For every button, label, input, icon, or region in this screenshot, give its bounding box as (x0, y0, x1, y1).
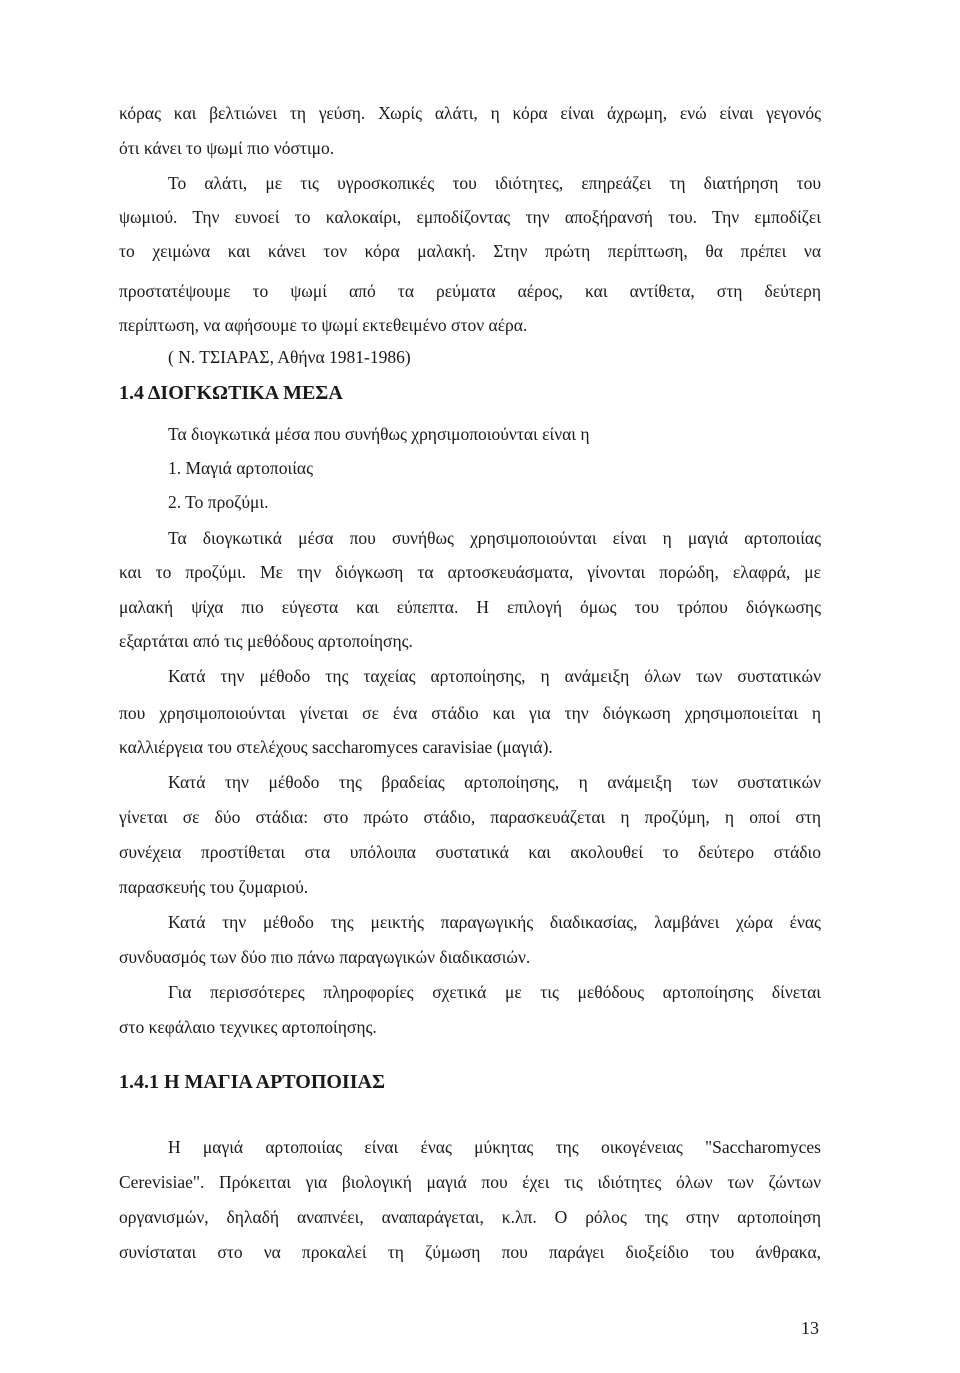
paragraph-line: Η μαγιά αρτοποιίας είναι ένας μύκητας της οικογένειας "Saccharomyces (168, 1137, 821, 1157)
paragraph-line: το χειμώνα και κάνει τον κόρα μαλακή. Στην πρώτη περίπτωση, θα πρέπει να (119, 241, 821, 261)
citation: ( Ν. ΤΣΙΑΡΑΣ, Αθήνα 1981-1986) (168, 347, 411, 367)
paragraph-line: Τα διογκωτικά μέσα που συνήθως χρησιμοποιούνται είναι η (168, 424, 590, 444)
paragraph-line: κόρας και βελτιώνει τη γεύση. Χωρίς αλάτι, η κόρα είναι άχρωμη, ενώ είναι γεγονός (119, 103, 821, 123)
paragraph-line: ψωμιού. Την ευνοεί το καλοκαίρι, εμποδίζοντας την αποξήρανσή του. Την εμποδίζει (119, 207, 821, 227)
paragraph-line: Τα διογκωτικά μέσα που συνήθως χρησιμοποιούνται είναι η μαγιά αρτοποιίας (168, 528, 821, 548)
paragraph-line: ότι κάνει το ψωμί πιο νόστιμο. (119, 138, 335, 158)
section-heading: 1.4 ΔΙΟΓΚΩΤΙΚΑ ΜΕΣΑ (119, 382, 343, 404)
paragraph-line: συνέχεια προστίθεται στα υπόλοιπα συστατικά και ακολουθεί το δεύτερο στάδιο (119, 842, 821, 862)
paragraph-line: στο κεφάλαιο τεχνικες αρτοποίησης. (119, 1017, 377, 1037)
page-number: 13 (801, 1318, 819, 1338)
paragraph-line: προστατέψουμε το ψωμί από τα ρεύματα αέρος, και αντίθετα, στη δεύτερη (119, 281, 821, 301)
paragraph-line: και το προζύμι. Με την διόγκωση τα αρτοσκευάσματα, γίνονται πορώδη, ελαφρά, με (119, 562, 821, 582)
paragraph-line: μαλακή ψίχα πιο εύγεστα και εύπεπτα. Η επιλογή όμως του τρόπου διόγκωσης (119, 597, 821, 617)
paragraph-line: περίπτωση, να αφήσουμε το ψωμί εκτεθειμένο στον αέρα. (119, 315, 528, 335)
paragraph-line: Το αλάτι, με τις υγροσκοπικές του ιδιότητες, επηρεάζει τη διατήρηση του (168, 173, 821, 193)
paragraph-line: Κατά την μέθοδο της βραδείας αρτοποίησης, η ανάμειξη των συστατικών (168, 772, 821, 792)
paragraph-line: Για περισσότερες πληροφορίες σχετικά με τις μεθόδους αρτοποίησης δίνεται (168, 982, 821, 1002)
paragraph-line: γίνεται σε δύο στάδια: στο πρώτο στάδιο, παρασκευάζεται η προζύμη, η οποί στη (119, 807, 821, 827)
paragraph-line: που χρησιμοποιούνται γίνεται σε ένα στάδιο και για την διόγκωση χρησιμοποιείται η (119, 703, 821, 723)
paragraph-line: Κατά την μέθοδο της μεικτής παραγωγικής διαδικασίας, λαμβάνει χώρα ένας (168, 912, 821, 932)
subsection-heading: 1.4.1 Η ΜΑΓΙΑ ΑΡΤΟΠΟΙΙΑΣ (119, 1071, 386, 1093)
paragraph-line: εξαρτάται από τις μεθόδους αρτοποίησης. (119, 631, 413, 651)
paragraph-line: Cerevisiae". Πρόκειται για βιολογική μαγιά που έχει τις ιδιότητες όλων των ζώντων (119, 1172, 821, 1192)
paragraph-line: Κατά την μέθοδο της ταχείας αρτοποίησης, η ανάμειξη όλων των συστατικών (168, 666, 821, 686)
list-item: 1. Μαγιά αρτοποιίας (168, 458, 313, 478)
list-item: 2. Το προζύμι. (168, 492, 269, 512)
paragraph-line: συνίσταται στο να προκαλεί τη ζύμωση που παράγει διοξείδιο του άνθρακα, (119, 1242, 821, 1262)
paragraph-line: καλλιέργεια του στελέχους saccharomyces caravisiae (μαγιά). (119, 737, 553, 757)
paragraph-line: συνδυασμός των δύο πιο πάνω παραγωγικών διαδικασιών. (119, 947, 531, 967)
paragraph-line: οργανισμών, δηλαδή αναπνέει, αναπαράγεται, κ.λπ. Ο ρόλος της στην αρτοποίηση (119, 1207, 821, 1227)
paragraph-line: παρασκευής του ζυμαριού. (119, 877, 309, 897)
